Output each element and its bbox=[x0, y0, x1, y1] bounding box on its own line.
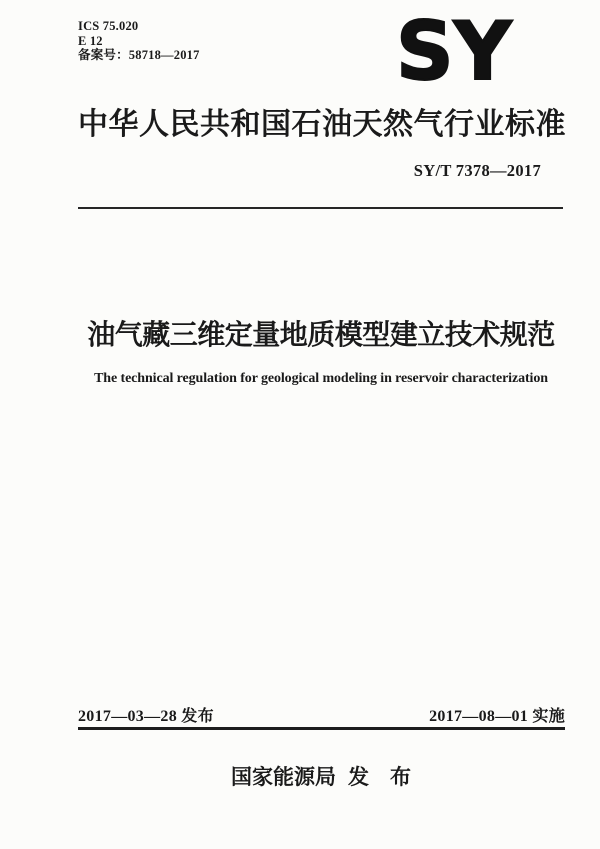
document-title-en: The technical regulation for geological modeling in reservoir characterization bbox=[94, 371, 548, 386]
divider-line-bottom bbox=[78, 727, 565, 730]
page-content bbox=[78, 0, 564, 849]
classification-block bbox=[78, 19, 200, 63]
document-title-cn: 油气藏三维定量地质模型建立技术规范 bbox=[87, 319, 555, 350]
publisher-row bbox=[78, 761, 564, 791]
publish-action-label: 发 布 bbox=[348, 766, 411, 789]
sy-logo: SY bbox=[396, 5, 512, 98]
implement-date: 2017—08—01 实施 bbox=[429, 708, 565, 725]
date-row bbox=[78, 703, 565, 726]
record-number: 备案号：58718—2017 bbox=[78, 48, 200, 62]
divider-line-top bbox=[78, 207, 563, 209]
publisher-name: 国家能源局 bbox=[231, 766, 336, 789]
standard-org-title: 中华人民共和国石油天然气行业标准 bbox=[78, 108, 566, 141]
ics-code: ICS 75.020 bbox=[78, 19, 139, 33]
doc-class-code: E 12 bbox=[78, 33, 103, 48]
standard-number: SY/T 7378—2017 bbox=[413, 161, 541, 180]
issue-date: 2017—03—28 发布 bbox=[78, 708, 214, 725]
